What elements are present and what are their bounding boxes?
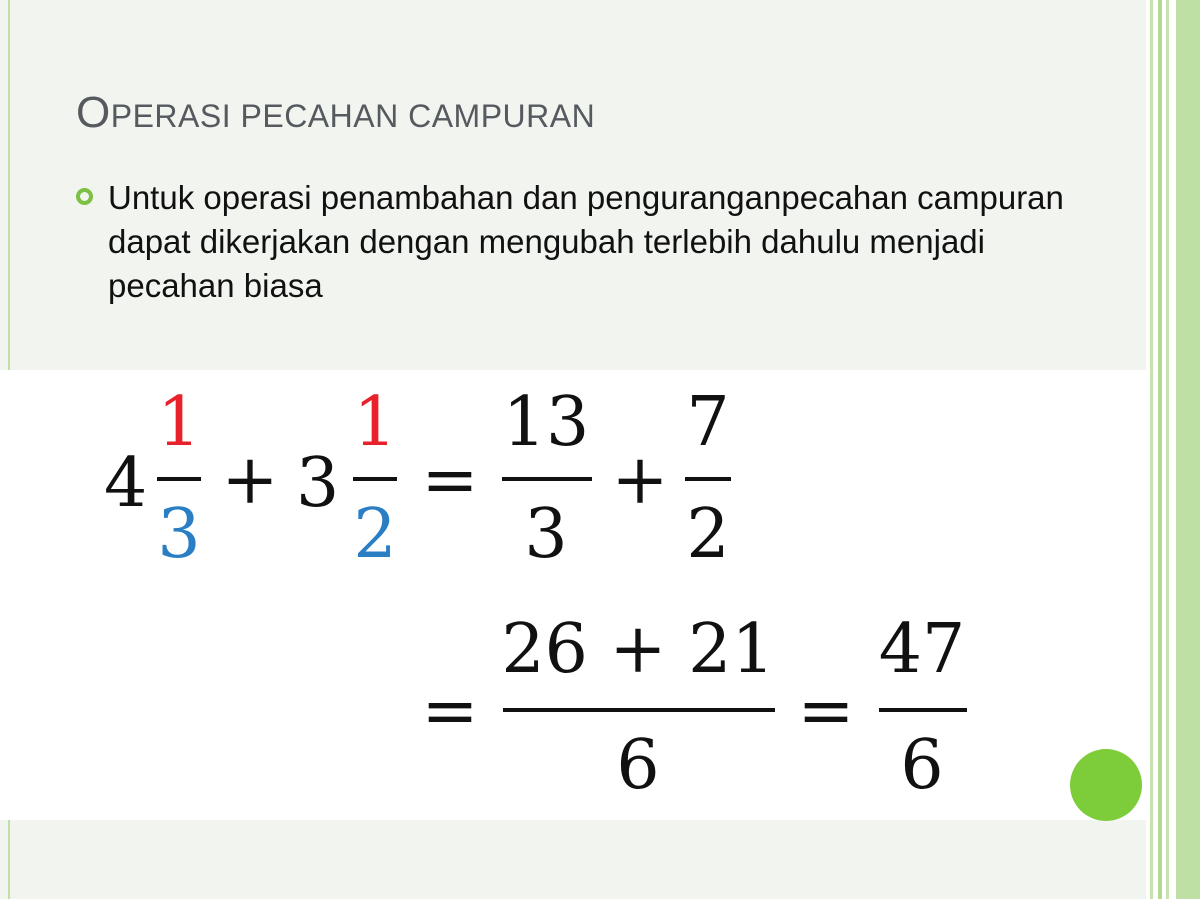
denominator-2: 2	[353, 495, 397, 574]
equation-area	[0, 370, 1146, 820]
denominator-1: 3	[157, 495, 201, 574]
title-rest: PERASI PECAHAN CAMPURAN	[110, 98, 596, 134]
slide-title	[76, 88, 595, 138]
fraction-bar-5	[503, 708, 775, 712]
equals-sign-2: =	[421, 672, 479, 751]
fraction-bar-2	[353, 477, 397, 481]
plus-sign-2: +	[611, 441, 669, 520]
green-circle-decoration	[1070, 749, 1142, 821]
sum-denominator: 6	[616, 726, 660, 805]
fraction-bar-6	[879, 708, 967, 712]
whole-number-1: 4	[104, 444, 148, 523]
fraction-bar-3	[502, 477, 592, 481]
stripe	[1176, 0, 1200, 899]
stripe	[1150, 0, 1153, 899]
whole-number-2: 3	[296, 444, 340, 523]
result-numerator: 47	[878, 610, 966, 689]
numerator-4: 7	[686, 383, 730, 462]
plus-sign-1: +	[221, 441, 279, 520]
equation-svg	[0, 370, 1146, 820]
numerator-2: 1	[353, 383, 397, 462]
bullet-circle-icon	[76, 188, 93, 205]
denominator-4: 2	[686, 495, 730, 574]
stripe	[1158, 0, 1162, 899]
right-decorative-stripes	[1146, 0, 1200, 899]
stripe	[1166, 0, 1169, 899]
result-denominator: 6	[900, 726, 944, 805]
fraction-bar-1	[157, 477, 201, 481]
fraction-bar-4	[685, 477, 731, 481]
sum-numerator: 26 + 21	[501, 610, 775, 689]
denominator-3: 3	[524, 495, 568, 574]
numerator-3: 13	[502, 383, 590, 462]
bullet-text: Untuk operasi penambahan dan penguranganpecahan campuran dapat dikerjakan dengan mengubah terlebih dahulu menjadi pecahan biasa	[108, 179, 1064, 304]
title-initial: O	[76, 88, 111, 137]
equals-sign-3: =	[797, 672, 855, 751]
equals-sign-1: =	[421, 441, 479, 520]
numerator-1: 1	[157, 383, 201, 462]
